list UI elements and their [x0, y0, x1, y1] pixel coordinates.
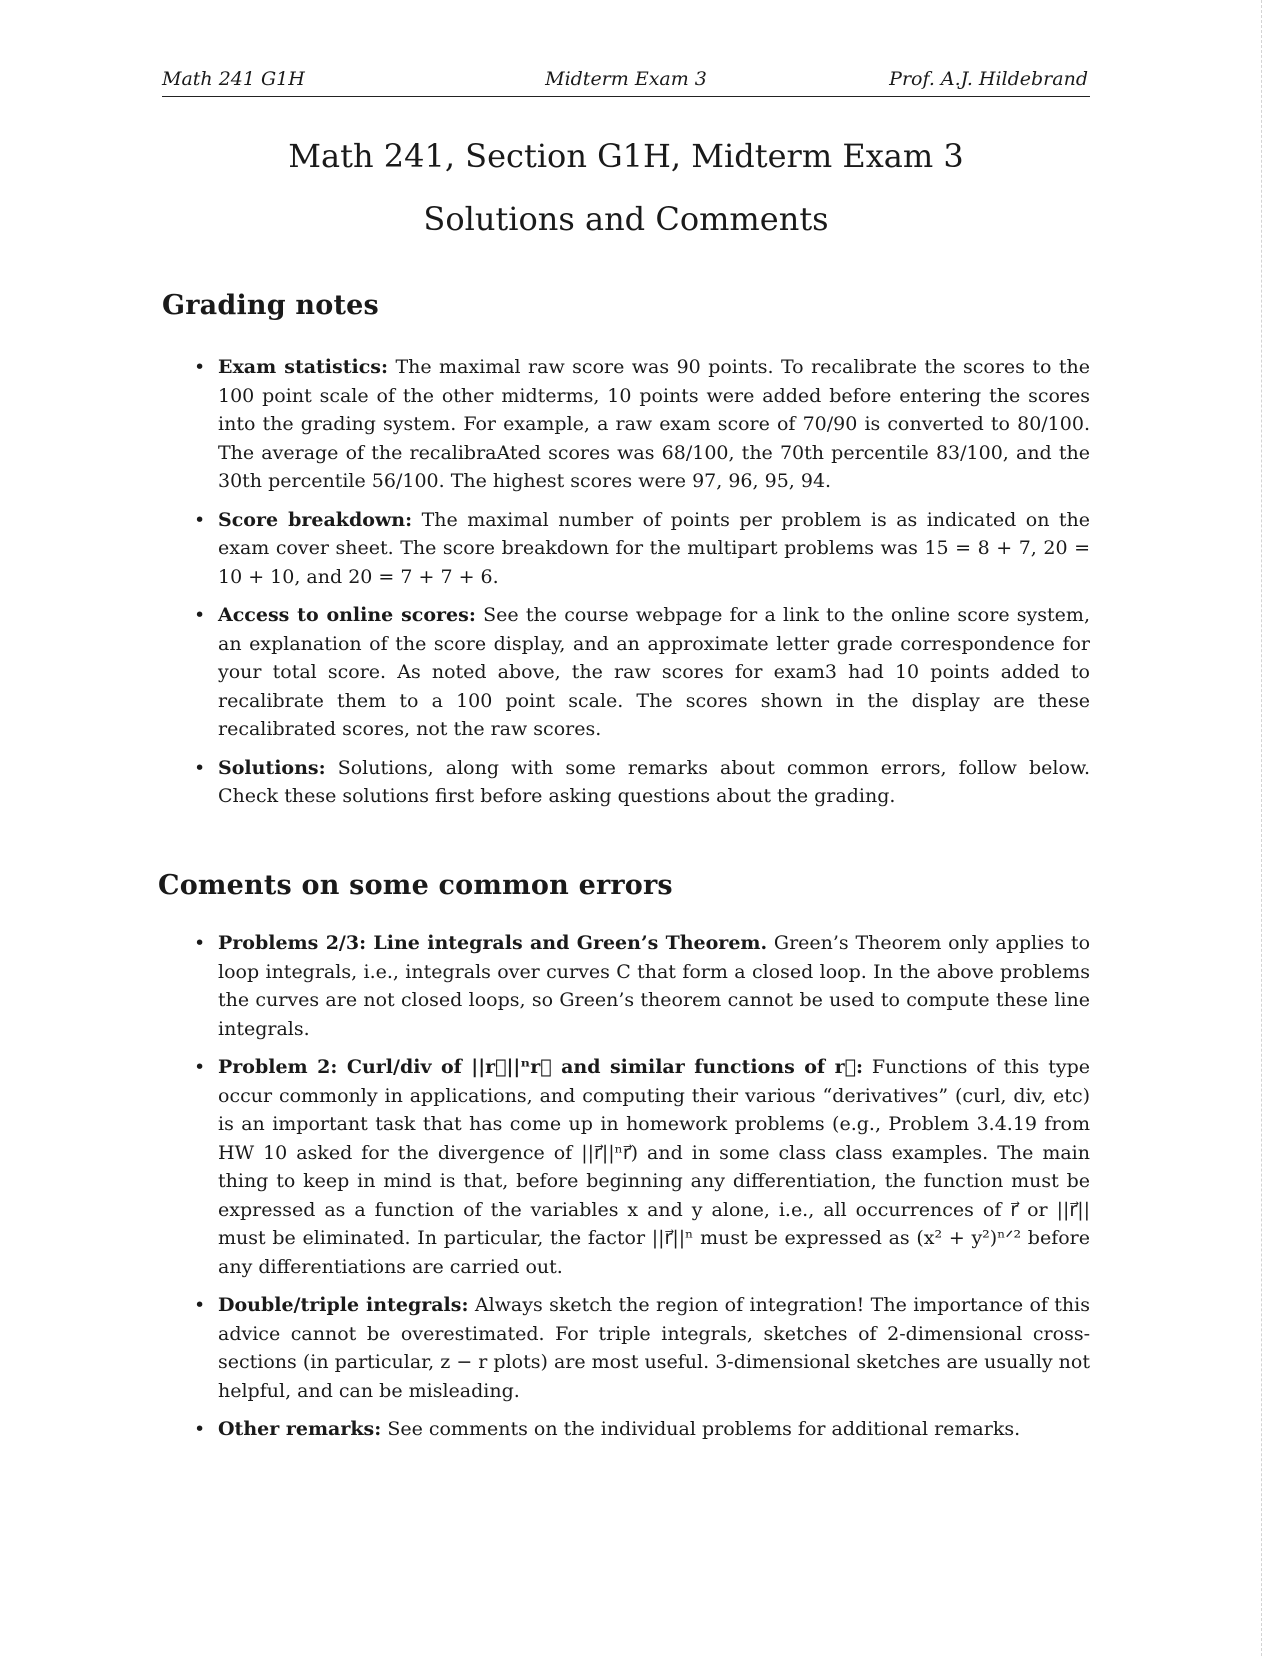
bullet-icon: •	[194, 932, 206, 954]
item-lead: Problems 2/3: Line integrals and Green’s Theorem.	[218, 932, 768, 954]
bullet-icon: •	[194, 508, 206, 531]
grading-notes-list	[188, 353, 1090, 821]
item-lead: Double/triple integrals:	[218, 1294, 469, 1316]
list-item	[188, 353, 1090, 496]
common-errors-list	[188, 929, 1090, 1454]
item-text: See the course webpage for a link to the online score system, an explanation of the score display, and an approximate letter grade correspondence for your total score. As noted above, the raw scores for exam3 had 10 points added to recalibrate them to a 100 point scale. The scores shown in the display are these recalibrated scores, not the raw scores.	[218, 604, 1090, 740]
list-item	[188, 1415, 1090, 1444]
item-text: Always sketch the region of integration! The importance of this advice cannot be overestimated. For triple integrals, sketches of 2-dimensional cross-sections (in particular, z − r plots) are most useful. 3-dimensional sketches are usually not helpful, and can be misleading.	[218, 1294, 1090, 1402]
item-lead: Other remarks:	[218, 1418, 382, 1440]
running-header	[162, 66, 1090, 97]
header-exam: Midterm Exam 3	[545, 68, 707, 90]
header-course: Math 241 G1H	[162, 68, 305, 90]
item-lead: Access to online scores:	[218, 604, 476, 626]
item-lead: Score breakdown:	[218, 508, 413, 531]
scan-edge-artifact	[1260, 0, 1262, 1656]
item-text: See comments on the individual problems for additional remarks.	[387, 1418, 1021, 1440]
item-text: Solutions, along with some remarks about common errors, follow below. Check these solutions first before asking questions about the grading.	[218, 756, 1090, 807]
section-heading-grading-notes: Grading notes	[162, 290, 379, 321]
list-item	[188, 506, 1090, 592]
item-lead: Exam statistics:	[218, 356, 388, 378]
page-subtitle: Solutions and Comments	[423, 200, 829, 238]
item-text: The maximal number of points per problem is as indicated on the exam cover sheet. The score breakdown for the multipart problems was 15 = 8 + 7, 20 = 10 + 10, and 20 = 7 + 7 + 6.	[218, 508, 1090, 588]
list-item	[188, 601, 1090, 744]
header-instructor: Prof. A.J. Hildebrand	[889, 68, 1088, 90]
item-lead: Problem 2: Curl/div of ||r⃗||ⁿr⃗ and similar functions of r⃗:	[218, 1056, 863, 1078]
item-lead: Solutions:	[218, 756, 326, 779]
bullet-icon: •	[194, 756, 206, 779]
page-title: Math 241, Section G1H, Midterm Exam 3	[288, 137, 964, 175]
bullet-icon: •	[194, 604, 206, 626]
bullet-icon: •	[194, 1294, 206, 1316]
bullet-icon: •	[194, 356, 206, 378]
bullet-icon: •	[194, 1056, 206, 1078]
item-text: Green’s Theorem only applies to loop integrals, i.e., integrals over curves C that form a closed loop. In the above problems the curves are not closed loops, so Green’s theorem cannot be used to compute these line integrals.	[218, 932, 1091, 1040]
list-item	[188, 1291, 1090, 1405]
list-item	[188, 754, 1090, 811]
item-text: Functions of this type occur commonly in applications, and computing their various “derivatives” (curl, div, etc) is an important task that has come up in homework problems (e.g., Problem 3.4.19 from HW 10 asked for the divergence of ||r⃗||ⁿr⃗) and in some class class examples. The main thing to keep in mind is that, before beginning any differentiation, the function must be expressed as a function of the variables x and y alone, i.e., all occurrences of r⃗ or ||r⃗|| must be eliminated. In particular, the factor ||r⃗||ⁿ must be expressed as (x² + y²)ⁿᐟ² before any differentiations are carried out.	[218, 1056, 1090, 1278]
bullet-icon: •	[194, 1418, 206, 1440]
list-item	[188, 1053, 1090, 1281]
list-item	[188, 929, 1090, 1043]
item-text: The maximal raw score was 90 points. To recalibrate the scores to the 100 point scale of the other midterms, 10 points were added before entering the scores into the grading system. For example, a raw exam score of 70/90 is converted to 80/100. The average of the recalibraAted scores was 68/100, the 70th percentile 83/100, and the 30th percentile 56/100. The highest scores were 97, 96, 95, 94.	[218, 356, 1090, 492]
section-heading-common-errors: Coments on some common errors	[158, 870, 673, 901]
